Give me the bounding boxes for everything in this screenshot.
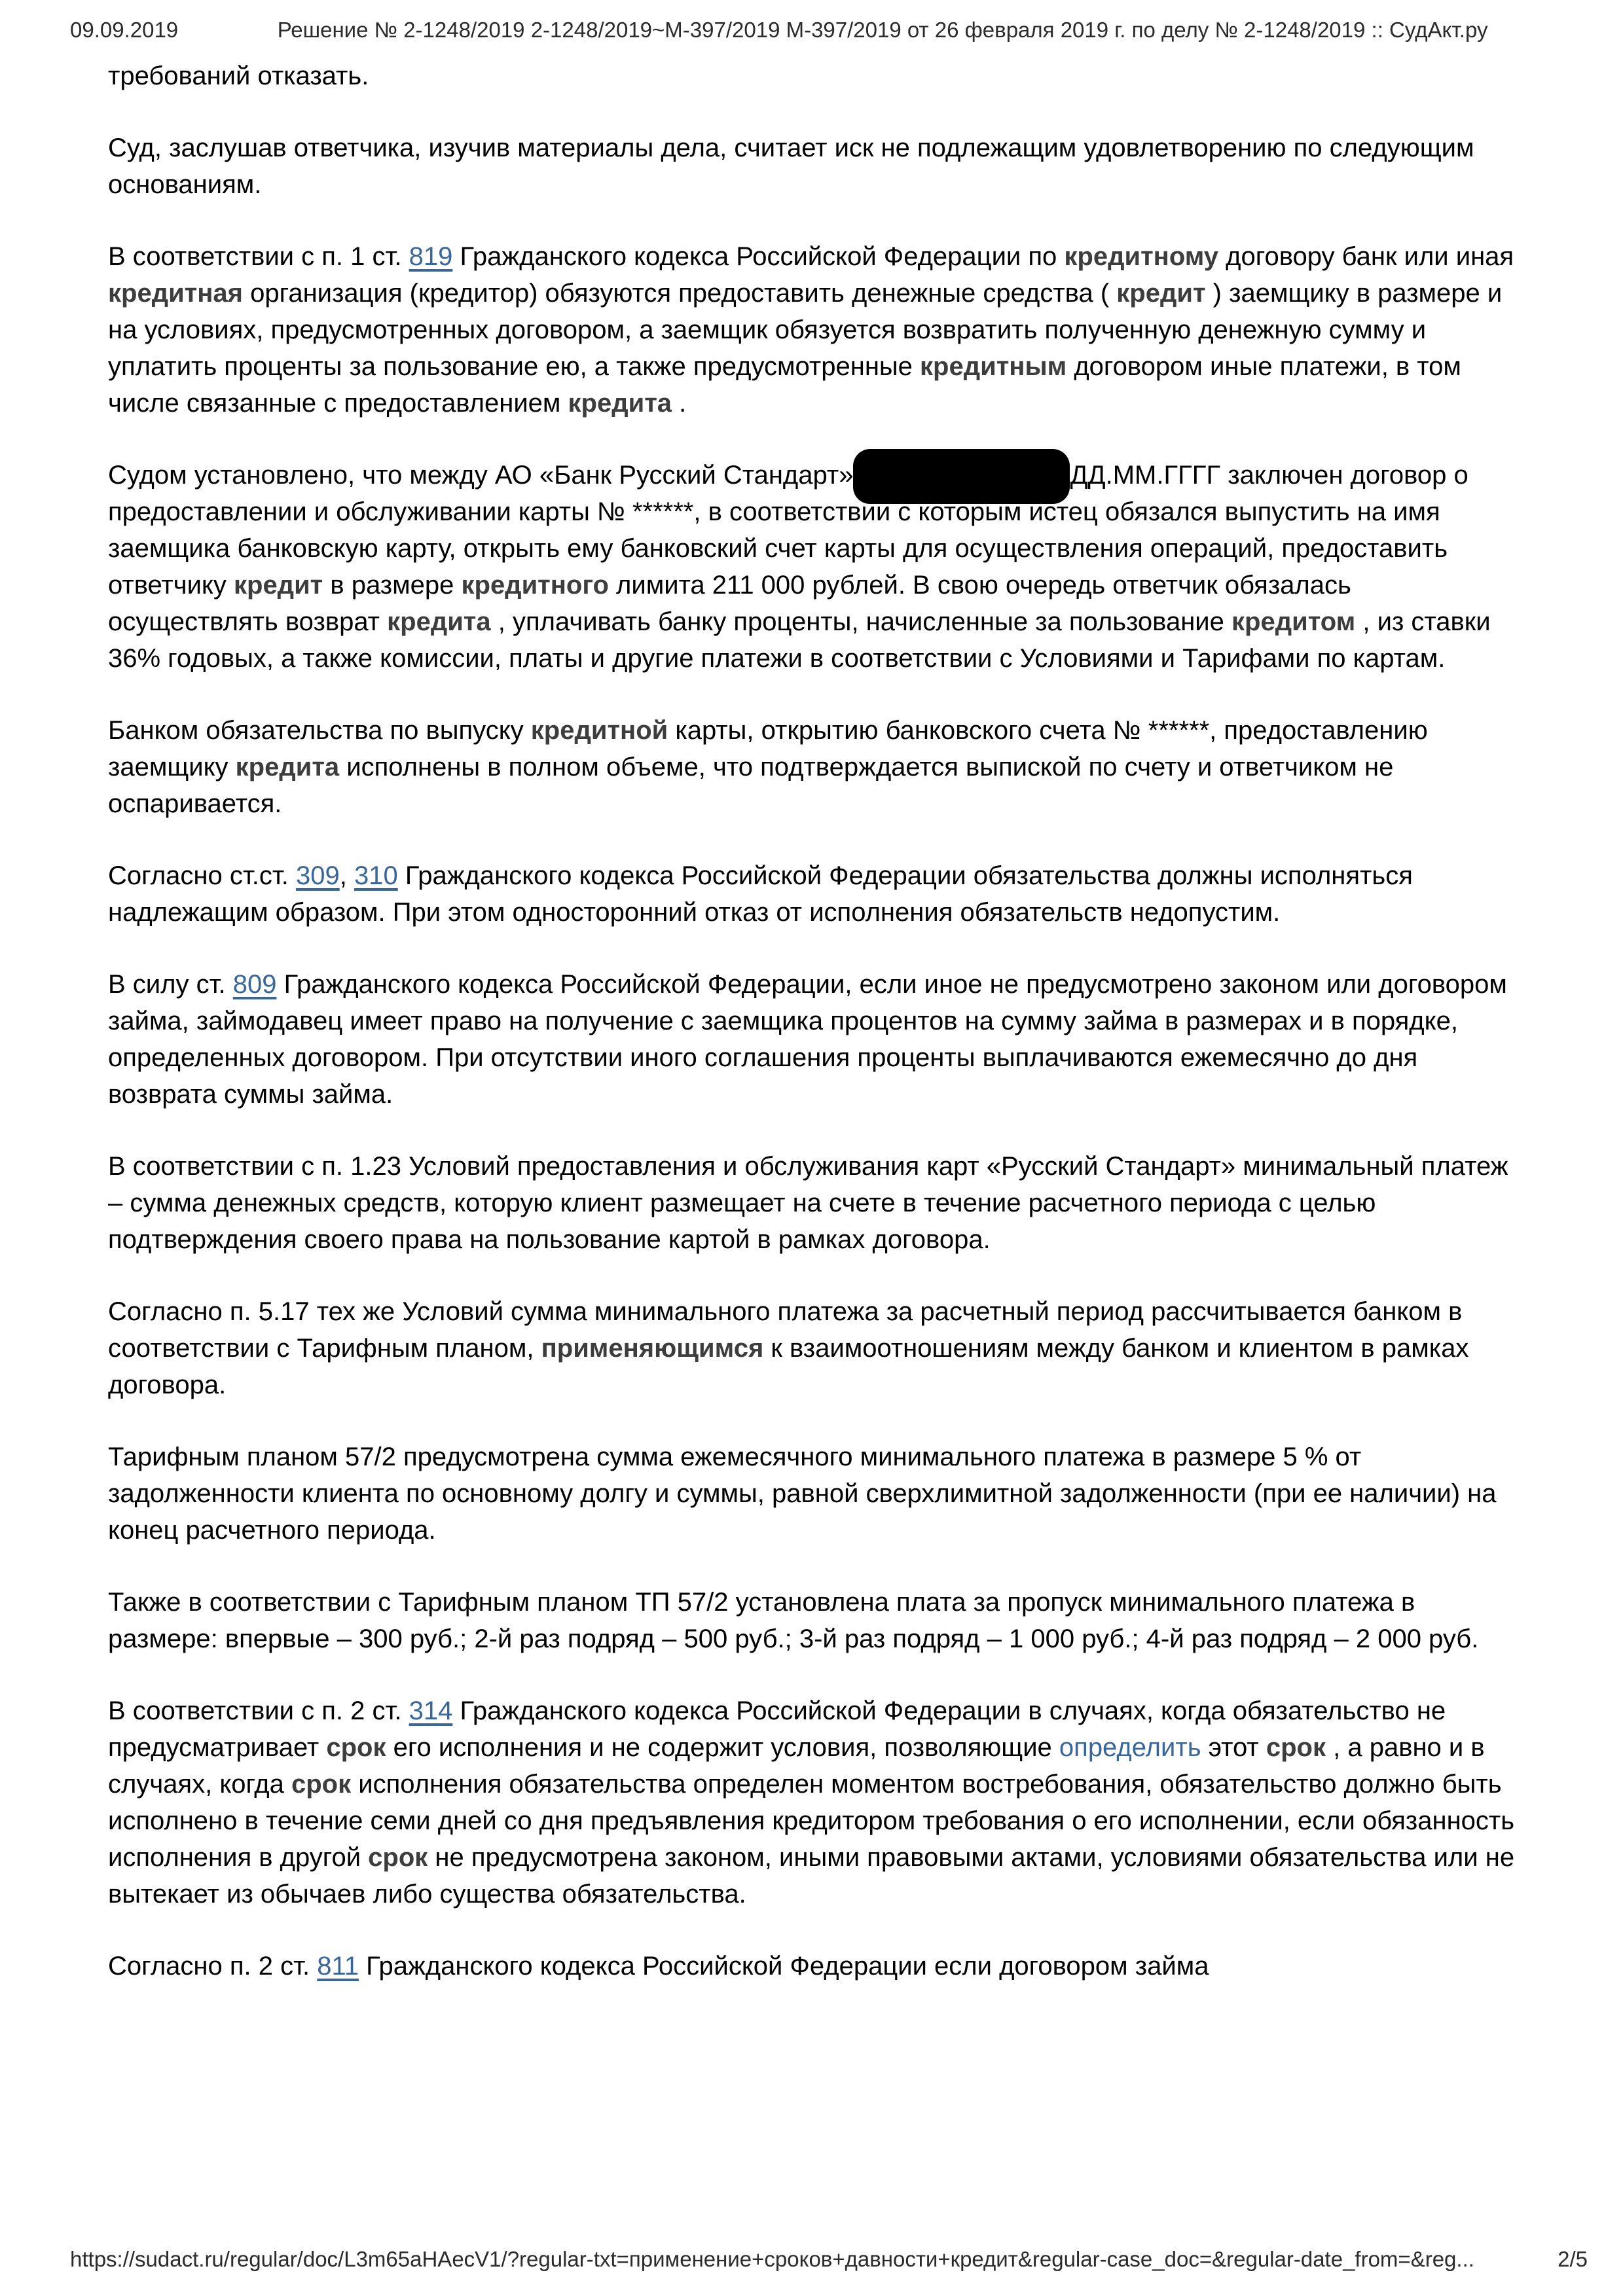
highlighted-term: кредитным [920,352,1067,381]
paragraph [108,457,1525,677]
text-segment: Гражданского кодекса Российской Федерации по [452,242,1065,271]
paragraph [108,712,1525,822]
paragraph [108,238,1525,422]
text-segment: . [672,389,687,418]
paragraph [108,1439,1525,1549]
text-segment: В силу ст. [108,970,233,999]
paragraph [108,58,1525,94]
text-segment: в размере [323,571,462,600]
article-link[interactable]: 819 [409,242,453,271]
text-segment: к взаимоотношениям между банком и клиентом в рамках договора. [108,1334,1469,1400]
paragraph [108,1948,1525,1984]
document-body [108,46,1525,2020]
highlighted-term: срок [1266,1733,1326,1763]
paragraph [108,1148,1525,1258]
text-segment: Гражданского кодекса Российской Федерации, если иное не предусмотрено законом или договором займа, займодавец имеет право на получение с заемщика процентов на сумму займа в размерах и в порядке, определенных договором. При отсутствии иного соглашения проценты выплачиваются ежемесячно до дня возврата суммы займа. [108,970,1507,1109]
text-segment: В соответствии с п. 1.23 Условий предоставления и обслуживания карт «Русский Стандарт» минимальный платеж – сумма денежных средств, которую клиент размещает на счете в течение расчетного периода с целью подтверждения своего права на пользование картой в рамках договора. [108,1152,1508,1255]
paragraph [108,857,1525,931]
highlighted-term: кредита [568,389,672,418]
text-segment: Суд, заслушав ответчика, изучив материалы дела, считает иск не подлежащим удовлетворению по следующим основаниям. [108,134,1474,199]
highlighted-term: кредитного [461,571,609,600]
text-segment: Гражданского кодекса Российской Федерации в случаях, когда обязательство не предусматривает [108,1696,1446,1763]
text-segment: не предусмотрена законом, иными правовыми актами, условиями обязательства или не вытекает из обычаев либо существа обязательства. [108,1843,1515,1909]
highlighted-term: срок [368,1843,428,1873]
print-date: 09.09.2019 [70,18,179,42]
text-segment: Также в соответствии с Тарифным планом ТП 57/2 установлена плата за пропуск минимального платежа в размере: впервые – 300 руб.; 2-й раз подряд – 500 руб.; 3-й раз подряд – 1 000 руб.; 4-й раз подряд – 2 000 руб. [108,1588,1479,1654]
print-footer [0,2246,1623,2272]
text-segment: В соответствии с п. 2 ст. [108,1696,409,1726]
text-segment: , а равно и в случаях, когда [108,1733,1485,1799]
text-segment: договором иные платежи, в том числе связанные с предоставлением [108,352,1461,418]
print-header [0,17,1623,43]
text-segment: ) заемщику в размере и на условиях, предусмотренных договором, а заемщик обязуется возвратить полученную денежную сумму и уплатить проценты за пользование ею, а также предусмотренные [108,279,1503,381]
text-segment: договору банк или иная [1218,242,1514,271]
redaction-box [853,449,1070,504]
highlighted-term: кредит [1116,279,1206,308]
highlighted-term: применяющимся [541,1334,764,1363]
text-segment: Согласно п. 5.17 тех же Условий сумма минимального платежа за расчетный период рассчитывается банком в соответствии с Тарифным планом, [108,1297,1463,1363]
text-segment: , [339,861,354,891]
paragraph [108,966,1525,1113]
highlighted-term: кредитной [530,716,668,745]
highlighted-term: срок [326,1733,386,1763]
source-url: https://sudact.ru/regular/doc/L3m65aHAecV1/?regular-txt=применение+сроков+давности+кредит&regular-case_doc=&regular-date_from=&reg... [70,2247,1474,2271]
text-segment: Согласно ст.ст. [108,861,296,891]
text-segment: Согласно п. 2 ст. [108,1952,318,1981]
highlighted-term: кредит [233,571,323,600]
highlighted-term: кредита [387,607,491,637]
article-link[interactable]: 809 [232,970,277,999]
document-title: Решение № 2-1248/2019 2-1248/2019~М-397/2019 М-397/2019 от 26 февраля 2019 г. по делу № 2-1248/2019 :: СудАкт.ру [277,18,1488,42]
text-segment: лимита 211 000 рублей. В свою очередь ответчик обязалась осуществлять возврат [108,571,1351,637]
highlighted-term: кредитному [1064,242,1219,271]
text-segment: Банком обязательства по выпуску [108,716,531,745]
highlighted-term: срок [291,1770,352,1799]
text-segment: Гражданского кодекса Российской Федерации если договором займа [359,1952,1209,1981]
text-segment: карты, открытию банковского счета № ******, предоставлению заемщику [108,716,1428,782]
text-segment: требований отказать. [108,62,369,90]
paragraph [108,1693,1525,1912]
text-segment: организация (кредитор) обязуются предоставить денежные средства ( [243,279,1117,308]
paragraph [108,1293,1525,1403]
highlighted-term: кредитом [1231,607,1356,637]
text-segment: , из ставки 36% годовых, а также комиссии, платы и другие платежи в соответствии с Условиями и Тарифами по картам. [108,607,1491,673]
text-segment: ДД.ММ.ГГГГ заключен договор о предоставлении и обслуживании карты № ******, в соответствии с которым истец обязался выпустить на имя заемщика банковскую карту, открыть ему банковский счет карты для осуществления операций, предоставить ответчику [108,461,1468,600]
highlighted-term: кредита [235,753,340,782]
highlighted-term: кредитная [108,279,244,308]
text-segment: Гражданского кодекса Российской Федерации обязательства должны исполняться надлежащим образом. При этом односторонний отказ от исполнения обязательств недопустим. [108,861,1413,927]
article-link[interactable]: 309 [296,861,340,891]
text-segment: Тарифным планом 57/2 предусмотрена сумма ежемесячного минимального платежа в размере 5 % от задолженности клиента по основному долгу и суммы, равной сверхлимитной задолженности (при ее наличии) на конец расчетного периода. [108,1443,1497,1545]
text-link[interactable]: определить [1059,1733,1201,1763]
text-segment: Судом установлено, что между АО «Банк Русский Стандарт» [108,461,854,490]
article-link[interactable]: 314 [409,1696,453,1726]
paragraph [108,130,1525,203]
text-segment: его исполнения и не содержит условия, позволяющие [386,1733,1059,1763]
paragraph [108,1584,1525,1657]
text-segment: этот [1201,1733,1266,1763]
article-link[interactable]: 811 [317,1952,359,1981]
article-link[interactable]: 310 [354,861,398,891]
text-segment: , уплачивать банку проценты, начисленные за пользование [490,607,1232,637]
text-segment: исполнения обязательства определен моментом востребования, обязательство должно быть исполнено в течение семи дней со дня предъявления кредитором требования о его исполнении, если обязанность исполнения в другой [108,1770,1515,1873]
page-number: 2/5 [1558,2247,1588,2271]
text-segment: исполнены в полном объеме, что подтверждается выпиской по счету и ответчиком не оспаривается. [108,753,1394,819]
text-segment: В соответствии с п. 1 ст. [108,242,409,271]
